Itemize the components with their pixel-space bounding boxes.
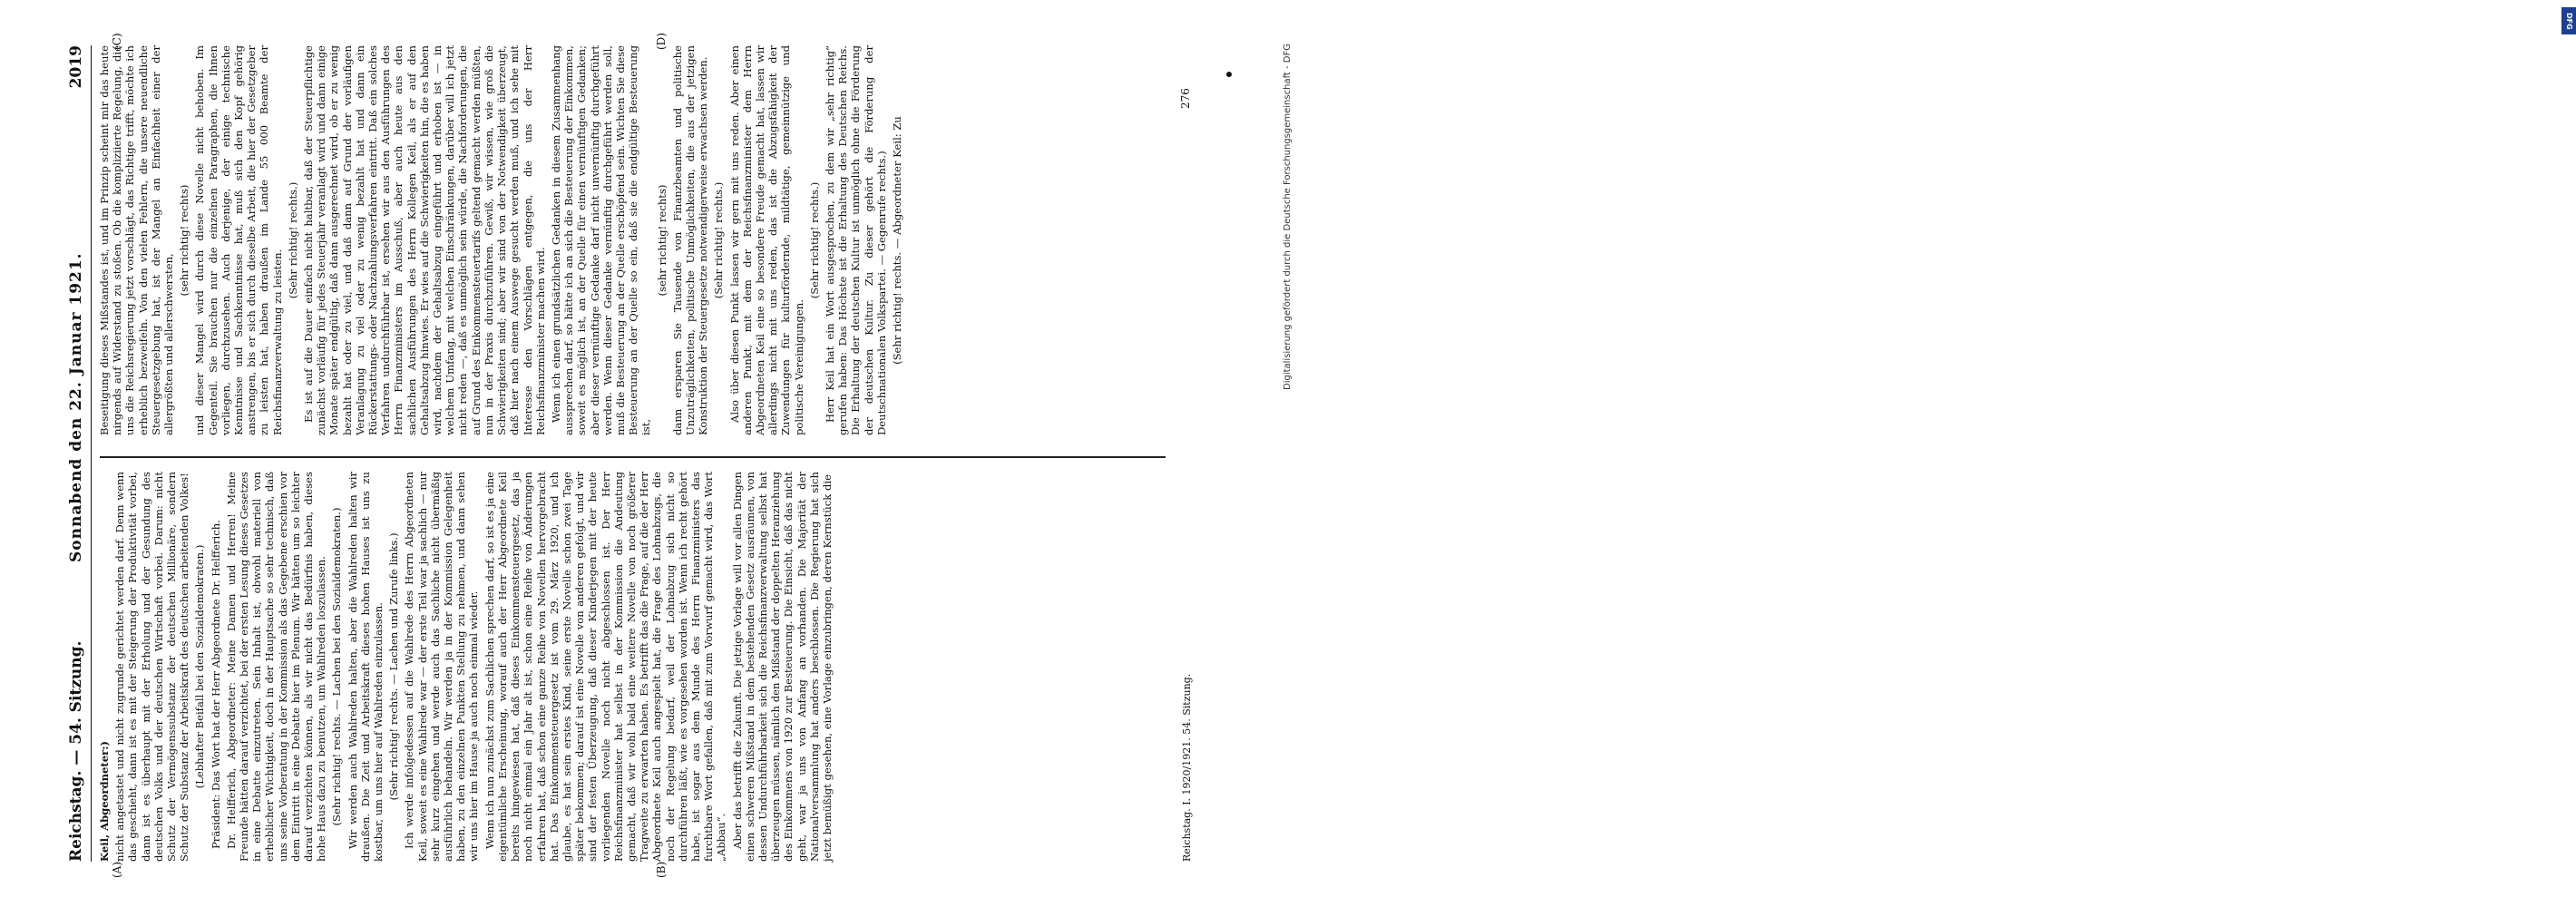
reaction-note: (sehr richtig! rechts) — [655, 184, 668, 297]
reaction-note: (Sehr richtig! rechts.) — [286, 181, 299, 299]
margin-marker-a: (A) — [111, 861, 123, 878]
page-number: 2019 — [67, 45, 85, 89]
paragraph: Es ist auf die Dauer einfach nicht haltbar, daß der Steuerpflichtige zunächst vorläufig für jedes Steuerjahr veranlagt wird und dann einige Monate später endgültig, daß dann ausgerechnet wird, ob er zu wenig bezahlt hat oder zu viel, und daß dann auf Grund der vorläufigen Veranlagung zu viel oder zu wenig bezahlt hat und dann ein Rückerstattungs- oder Nachzahlungsverfahren eintritt. Daß ein solches Verfahren undurchführbar ist, ersehen wir aus den Ausführungen des Herrn Finanzministers im Ausschuß, aber auch heute aus den sachlichen Ausführungen des Herrn Kollegen Keil, als er auf den Gehaltsabzug hinwies. Er wies auf die Schwierigkeiten hin, die es haben wird, nachdem der Gehaltsabzug eingeführt und erhoben ist — in welchem Umfang, mit welchen Einschränkungen, darüber will ich jetzt nicht reden —, daß es unmöglich sein würde, die Nachforderungen, die auf Grund des Einkommensteuertarifs geltend gemacht werden müßten, nun in der Praxis durchzuführen. Gewiß, wir wissen, wie groß die Schwierigkeiten sind; aber wir sind von der Notwendigkeit überzeugt, daß hier nach einem Auswege gesucht werden muß, und ich sehe mit Interesse den Vorschlägen entgegen, die uns der Herr Reichsfinanzminister machen wird. — [302, 45, 547, 435]
margin-marker-b: (B) — [655, 861, 668, 878]
paragraph: Wenn ich nun zunächst zum Sachlichen sprechen darf, so ist es ja eine eigentümliche Erscheinung, worauf auch der Herr Abgeordnete Keil bereits hingewiesen hat, daß dieses Einkommensteuergesetz, das ja noch nicht einmal ein Jahr alt ist, schon eine Reihe von Änderungen erfahren hat, daß schon eine ganze Reihe von Novellen hervorgebracht hat. Das Einkommensteuergesetz ist vom 29. März 1920, und ich glaube, es hat sein erstes Kind, seine erste Novelle schon zwei Tage später bekommen; darauf ist eine Novelle von anderen gefolgt, und wir sind der festen Überzeugung, daß dieser Kinderjegen mit der heute vorliegenden Novelle noch nicht abgeschlossen ist. Der Herr Reichsfinanzminister hat selbst in der Kommission die Andeutung gemacht, daß wir wohl bald eine weitere Novelle von noch größerer Tragweite zu erwarten haben. Es betrifft das die Frage, auf die der Herr Abgeordnete Keil auch angespielt hat, die Frage des Lohnabzugs, die noch der Regelung bedarf, weil der Lohnabzug sich nicht so durchführen läßt, wie es vorgesehen worden ist. Wenn ich recht gehört habe, ist sogar aus dem Munde des Herrn Finanzministers das furchtbare Wort gefallen, daß mit zum Vorwurf gemacht wird, das Wort „Abbau“. — [483, 472, 728, 862]
paragraph: Also über diesen Punkt lassen wir gern mit uns reden. Aber einen anderen Punkt, mit dem der Reichsfinanzminister dem Herrn Abgeordneten Keil eine so besondere Freude gemacht hat, lassen wir allerdings nicht mit uns reden, das ist die Abzugsfähigkeit der Zuwendungen für kulturfördernde, mildtätige, gemeinnützige und politische Vereinigungen. — [727, 45, 805, 435]
speaker-line: Keil, Abgeordneter:) — [98, 740, 111, 862]
reaction-note: (Sehr richtig! rechts. — Lachen bei den Sozialdemokraten.) — [330, 507, 344, 826]
margin-marker-c: (C) — [111, 33, 123, 50]
dfg-logo-icon: DFG — [2561, 7, 2576, 34]
paragraph-helfferich: Dr. Helfferich, Abgeordneter: Meine Damen und Herren! Meine Freunde hätten darauf verzichtet, bei der ersten Lesung dieses Gesetzes in eine Debatte einzutreten. Sein Inhalt ist, obwohl materiell von erheblicher Wichtigkeit, doch in der Hauptsache so sehr technisch, daß uns seine Vorberatung in der Kommission als das Gegebene erschien vor dem Eintritt in eine Debatte hier im Plenum. Wir hätten um so leichter darauf verzichten können, als wir nicht das Bedürfnis haben, dieses hohe Haus dazu zu benutzen, um Wahlreden loszulassen. — [224, 472, 328, 862]
newspaper-page — [56, 27, 1226, 880]
left-column — [98, 472, 1173, 862]
reaction-note: (Sehr richtig! rechts.) — [712, 181, 726, 299]
reaction-note: (sehr richtig! rechts) — [178, 184, 191, 297]
paragraph-president: Präsident: Das Wort hat der Herr Abgeordnete Dr. Helfferich. — [209, 520, 222, 849]
right-column — [98, 45, 1173, 435]
paragraph: dann ersparen Sie Tausende von Finanzbeamten und politische Unzuträglichkeiten, politische Unmöglichkeiten, die aus der jetzigen Konstruktion der Steuergesetze notwendigerweise erwachsen werden. — [670, 45, 710, 435]
paragraph: Wenn ich einen grundsätzlichen Gedanken in diesem Zusammenhang aussprechen darf, so hätte ich an sich die Besteuerung der Einkommen, soweit es möglich ist, an der Quelle für einen vernünftigen Gedanken; aber dieser vernünftige Gedanke darf nicht unvernünftig durchgeführt werden. Wenn dieser Gedanke vernünftig durchgeführt werden soll, muß die Besteuerung an der Quelle erschöpfend sein. Wichten Sie diese Besteuerung an der Quelle so ein, daß sie die endgültige Besteuerung ist, — [549, 45, 653, 435]
page-footer-left: Reichstag. I. 1920/1921. 54. Sitzung. — [1181, 673, 1193, 862]
page-footer-number: 276 — [1179, 88, 1192, 109]
margin-marker-d: (D) — [655, 33, 668, 50]
paragraph: Aber das betrifft die Zukunft. Die jetzige Vorlage will vor allen Dingen einen schweren Mißstand in dem bestehenden Gesetz ausräumen, von dessen Undurchführbarkeit sich die Reichsfinanzverwaltung selbst hat überzeugen müssen, nämlich den Mißstand der doppelten Heranziehung des Einkommens von 1920 zur Besteuerung. Die Einsicht, daß das nicht geht, war ja uns von Anfang an vorhanden. Die Majorität der Nationalversammlung hat anders beschlossen. Die Regierung hat sich jetzt bemüßigt gesehen, eine Vorlage einzubringen, deren Kernstück die — [730, 472, 834, 862]
reaction-note: (Sehr richtig! rechts. — Abgeordneter Keil: Zu — [890, 116, 903, 365]
header-date: Sonnabend den 22. Januar 1921. — [67, 252, 85, 562]
column-divider — [100, 457, 1166, 459]
reaction-note: (Lebhafter Beifall bei den Sozialdemokraten.) — [193, 544, 207, 789]
paragraph: Herr Keil hat ein Wort ausgesprochen, zu dem wir „sehr richtig“ gerufen haben: Das Höchste ist die Erhaltung des Deutschen Reichs. Die Erhaltung der deutschen Kultur ist unmöglich ohne die Förderung der deutschen Kultur. Zu dieser gehört die Förderung der Deutschnationalen Volkspartei. — Gegenrufe rechts.) — [823, 45, 888, 435]
reaction-note: (Sehr richtig! rechts.) — [807, 181, 821, 299]
paragraph: Beseitigung dieses Mißstandes ist, und im Prinzip scheint mir das heute nirgends auf Widerstand zu stoßen. Ob die kompliziierte Regelung, die uns die Reichsregierung jetzt vorschlägt, das Richtige trifft, möchte ich erheblich bezweifeln. Von den vielen Fehlern, die unsere neuendliche Steuergesetzgebung hat, ist der Mangel an Einfachheit einer der allergrößten und allerschwersten, — [98, 45, 176, 435]
reaction-note: (Sehr richtig! rechts. — Lachen und Zurufe links.) — [387, 532, 401, 801]
page-header — [65, 45, 92, 862]
paragraph: Wir werden auch Wahlreden halten, aber die Wahlreden halten wir draußen. Die Zeit und Arbeitskraft dieses hohen Hauses ist uns zu kostbar, um uns hier auf Wahlreden einzulassen. — [346, 472, 385, 862]
paragraph: und dieser Mangel wird durch diese Novelle nicht behoben. Im Gegenteil. Sie brauchen nur die einzelnen Paragraphen, die Ihnen vorliegen, durchzusehen. Auch derjenige, der einige technische Kenntnisse und Sachkenntnisse hat, muß sich den Kopf gehörig anstrengen, bis er sich durch dieselbe Arbeit, die hier der Gesetzgeber zu leisten hat, haben draußen im Lande 55 000 Beamte der Reichsfinanzverwaltung zu leisten. — [193, 45, 284, 435]
ink-dot — [1226, 72, 1232, 77]
paragraph: Ich werde infolgedessen auf die Wahlrede des Herrn Abgeordneten Keil, soweit es eine Wahlrede war — der erste Teil war ja sachlich — nur sehr kurz eingehen und werde auch das Sachliche nicht übermäßig ausführlich behandeln. Wir werden ja in der Kommission Gelegenheit haben, zu den einzelnen Punkten Stellung zu nehmen, und dann sehen wir uns hier im Hause ja auch noch einmal wieder. — [403, 472, 481, 862]
dfg-credit: Digitalisierung gefördert durch die Deutsche Forschungsgemeinschaft - DFG — [1283, 43, 1293, 390]
paragraph: nicht angetastet und nicht zugrunde gerichtet werden darf. Denn wenn das geschieht, dann ist es mit der Steigerung der Produktivität vorbei, dann ist es überhaupt mit der Erholung und der Gesundung des deutschen Volks und der deutschen Wirtschaft vorbei. Darum: nicht Schutz der Vermögenssubstanz der deutschen Millionäre, sondern Schutz der Substanz der Arbeitskraft des deutschen arbeitenden Volkes! — [113, 472, 191, 862]
header-left: Reichstag. — 54. Sitzung. — [67, 640, 85, 862]
